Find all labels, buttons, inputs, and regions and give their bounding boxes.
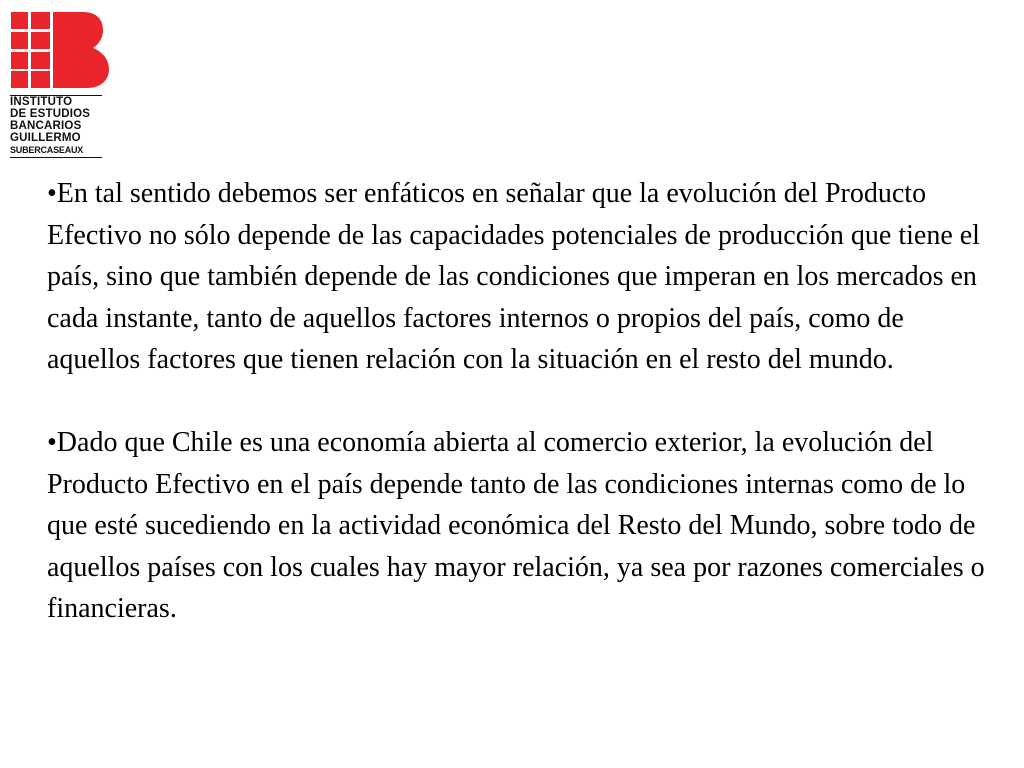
slide-body bbox=[47, 173, 997, 630]
institute-logo bbox=[10, 12, 110, 162]
logo-wordmark bbox=[10, 96, 110, 156]
logo-line-4: GUILLERMO bbox=[10, 132, 81, 144]
logo-line-1: INSTITUTO bbox=[10, 96, 73, 108]
logo-line-5: SUBERCASEAUX bbox=[10, 145, 84, 155]
paragraph-1: •En tal sentido debemos ser enfáticos en señalar que la evolución del Producto Efectivo no sólo depende de las capacidades potenciales de producción que tiene el país, sino que también depende de las condiciones que imperan en los mercados en cada instante, tanto de aquellos factores internos o propios del país, como de aquellos factores que tienen relación con la situación en el resto del mundo. bbox=[47, 178, 980, 375]
logo-rule-bottom bbox=[10, 157, 102, 158]
logo-line-3: BANCARIOS bbox=[10, 120, 82, 132]
ieb-logo-mark bbox=[11, 12, 109, 88]
logo-rule-top bbox=[10, 95, 102, 96]
paragraph-2: •Dado que Chile es una economía abierta al comercio exterior, la evolución del Producto Efectivo en el país depende tanto de las condiciones internas como de lo que esté sucediendo en la actividad económica del Resto del Mundo, sobre todo de aquellos países con los cuales hay mayor relación, ya sea por razones comerciales o financieras. bbox=[47, 427, 985, 624]
logo-line-2: DE ESTUDIOS bbox=[10, 108, 91, 120]
